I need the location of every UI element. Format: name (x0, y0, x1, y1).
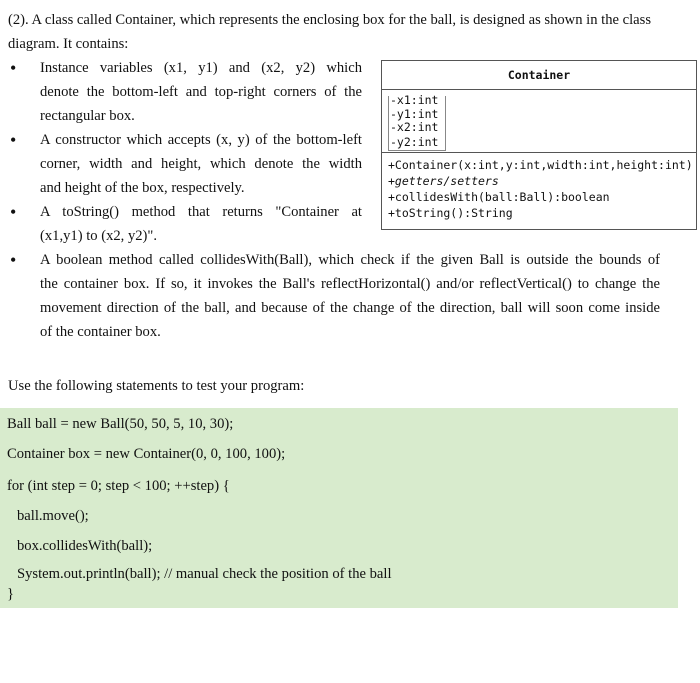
uml-method: +Container(x:int,y:int,width:int,height:int) (388, 158, 693, 172)
uml-methods (382, 153, 696, 221)
code-line: System.out.println(ball); // manual check the position of the ball (17, 566, 392, 582)
uml-method: +toString():String (388, 206, 513, 220)
code-block (0, 408, 678, 608)
uml-attributes (382, 90, 696, 153)
uml-class-diagram (381, 60, 697, 230)
bullet-1-line-1: Instance variables (x1, y1) and (x2, y2) which (40, 60, 362, 76)
bullet-1-line-3: rectangular box. (40, 108, 135, 124)
bullet-dot: • (10, 202, 17, 222)
bullet-4-line-1: A boolean method called collidesWith(Ball), which check if the given Ball is outside the bounds of (40, 252, 660, 268)
bullet-2-line-2: corner, width and height, which denote the width (40, 156, 362, 172)
bullet-2-line-1: A constructor which accepts (x, y) of the bottom-left (40, 132, 362, 148)
bullet-4-line-3: movement direction of the ball, and because of the change of the direction, ball will soon come inside (40, 300, 660, 316)
code-line: for (int step = 0; step < 100; ++step) { (7, 478, 230, 494)
bullet-1-line-2: denote the bottom-left and top-right corners of the (40, 84, 362, 100)
uml-method: +getters/setters (388, 174, 499, 188)
bullet-2-line-3: and height of the box, respectively. (40, 180, 245, 196)
bullet-3-line-2: (x1,y1) to (x2, y2)". (40, 228, 158, 244)
bullet-3-line-1: A toString() method that returns "Container at (40, 204, 362, 220)
uml-attribute: -x2:int (390, 120, 439, 134)
code-line: Ball ball = new Ball(50, 50, 5, 10, 30); (7, 416, 234, 432)
bullet-dot: • (10, 250, 17, 270)
code-line: } (7, 586, 15, 602)
uml-class-name: Container (382, 61, 696, 90)
code-line: ball.move(); (17, 508, 89, 524)
uml-attribute: -x1:int (390, 93, 439, 107)
code-line: Container box = new Container(0, 0, 100, 100); (7, 446, 286, 462)
uml-attribute: -y1:int (390, 107, 439, 121)
intro-paragraph: (2). A class called Container, which represents the enclosing box for the ball, is designed as shown in the class diagram. It contains: (8, 12, 652, 52)
uml-method: +collidesWith(ball:Ball):boolean (388, 190, 610, 204)
uml-attribute: -y2:int (390, 135, 439, 149)
bullet-dot: • (10, 58, 17, 78)
attribute-box-outline (388, 96, 446, 151)
code-line: box.collidesWith(ball); (17, 538, 153, 554)
bullet-dot: • (10, 130, 17, 150)
test-heading: Use the following statements to test your program: (8, 378, 305, 394)
bullet-4-line-4: of the container box. (40, 324, 161, 340)
bullet-4-line-2: the container box. If so, it invokes the Ball's reflectHorizontal() and/or reflectVertical() to change the (40, 276, 660, 292)
